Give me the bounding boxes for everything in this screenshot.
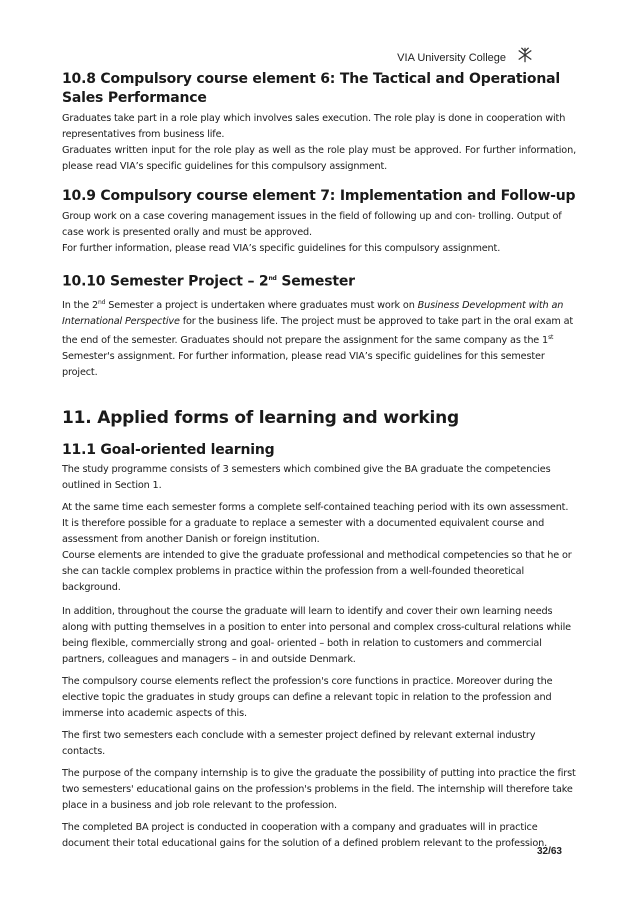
section-10-10 bbox=[62, 269, 576, 381]
paragraph: The purpose of the company internship is to give the graduate the possibility of putting into practice the first two semesters' educational gains on the profession's problems in the field. The internship will therefore take place in a business and job role relevant to the profession. bbox=[62, 768, 576, 812]
chapter-title: 11. Applied forms of learning and working bbox=[62, 408, 459, 429]
paragraph: Group work on a case covering management issues in the field of following up and con- trolling. Output of case work is presented orally and must be approved. bbox=[62, 211, 562, 238]
section-10-9 bbox=[62, 187, 576, 257]
via-logo-icon bbox=[516, 46, 534, 64]
paragraph: In addition, throughout the course the graduate will learn to identify and cover their own learning needs along with putting themselves in a position to enter into personal and complex cross-cultural relations while being flexible, commercially strong and goal- oriented – both in relation to customers and commercial partners, colleagues and managers – in and outside Denmark. bbox=[62, 606, 571, 666]
paragraph: Graduates take part in a role play which involves sales execution. The role play is done in cooperation with representatives from business life. bbox=[62, 113, 566, 140]
page-number: 32/63 bbox=[536, 846, 562, 857]
section-10-8 bbox=[62, 70, 576, 175]
paragraph: Graduates written input for the role play as well as the role play must be approved. For further information, please read VIA’s specific guidelines for this compulsory assignment. bbox=[62, 145, 576, 172]
paragraph: The completed BA project is conducted in cooperation with a company and graduates will in practice document their total educational gains for the solution of a defined problem relevant to the profession. bbox=[62, 822, 548, 850]
institution-name: VIA University College bbox=[397, 52, 506, 64]
paragraph: Course elements are intended to give the graduate professional and methodical competencies so that he or she can tackle complex problems in practice within the profession from a well-founded theoretical background. bbox=[62, 550, 572, 594]
document-body bbox=[62, 70, 576, 852]
section-title: 10.9 Compulsory course element 7: Implementation and Follow-up bbox=[62, 188, 576, 204]
page-header bbox=[397, 52, 534, 64]
section-title: 10.10 Semester Project – 2nd Semester bbox=[62, 273, 355, 290]
paragraph: The study programme consists of 3 semesters which combined give the BA graduate the competencies outlined in Section 1. bbox=[62, 464, 551, 492]
paragraph: The compulsory course elements reflect the profession's core functions in practice. Moreover during the elective topic the graduates in study groups can define a relevant topic in relation to the profession and immerse into academic aspects of this. bbox=[62, 676, 553, 720]
section-title: 11.1 Goal-oriented learning bbox=[62, 442, 275, 459]
section-title: 10.8 Compulsory course element 6: The Tactical and Operational Sales Performance bbox=[62, 71, 560, 106]
paragraph: In the 2nd Semester a project is undertaken where graduates must work on Business Development with an International Perspective for the business life. The project must be approved to take part in the oral exam at the end of the semester. Graduates should not prepare the assignment for the same company as the 1st Semester's assignment. For further information, please read VIA’s specific guidelines for this semester project. bbox=[62, 298, 574, 379]
paragraph: At the same time each semester forms a complete self-contained teaching period with its own assessment. It is therefore possible for a graduate to replace a semester with a documented equivalent course and assessment from another Danish or foreign institution. bbox=[62, 502, 569, 546]
paragraph: The first two semesters each conclude with a semester project defined by relevant external industry contacts. bbox=[62, 730, 536, 758]
section-11-1 bbox=[62, 441, 576, 852]
paragraph: For further information, please read VIA’s specific guidelines for this compulsory assignment. bbox=[62, 243, 501, 254]
